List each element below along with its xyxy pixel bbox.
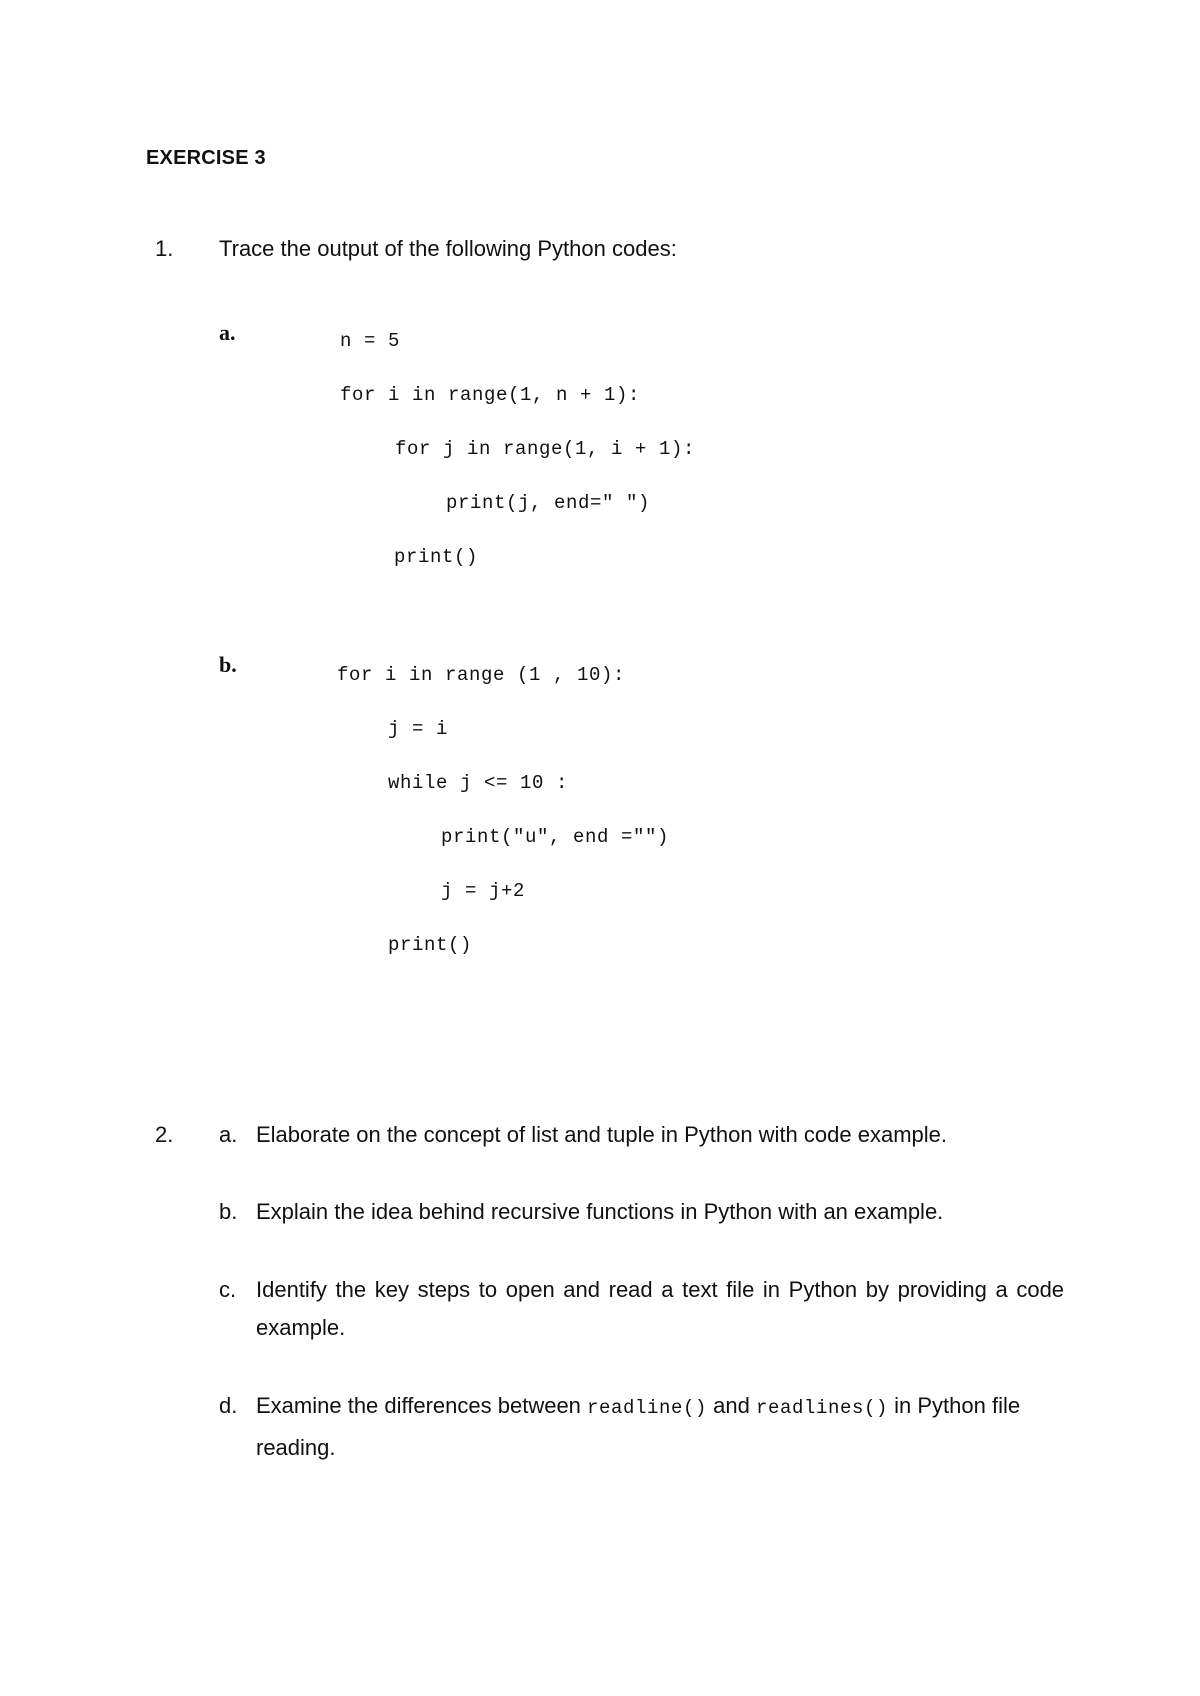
part-a-label: a. [219,320,236,345]
inline-code-readlines: readlines() [756,1397,889,1419]
question-2a-text: Elaborate on the concept of list and tuple in Python with code example. [256,1122,947,1147]
question-2d-label: d. [219,1393,238,1418]
question-2-number: 2. [155,1122,174,1147]
code-line: j = i [388,718,449,740]
question-2c-text-line1: Identify the key steps to open and read a text file in Python by providing a code [256,1277,1065,1302]
question-2c-text-line2: example. [256,1315,346,1340]
code-line: for i in range (1 , 10): [337,664,626,686]
question-2d-text-mid: and [707,1393,756,1418]
part-b-label: b. [219,652,237,677]
question-2b-label: b. [219,1199,238,1224]
question-2a-label: a. [219,1122,238,1147]
question-2c-label: c. [219,1277,237,1302]
code-line: for j in range(1, i + 1): [395,438,696,460]
code-line: n = 5 [340,330,401,352]
question-2b-text: Explain the idea behind recursive functions in Python with an example. [256,1199,944,1224]
question-2d-text-pre: Examine the differences between [256,1393,588,1418]
question-2d-text-post: in Python file [888,1393,1021,1418]
code-line: j = j+2 [441,880,526,902]
code-line: print(j, end=" ") [446,492,651,514]
question-1-number: 1. [155,236,174,261]
code-line: print() [394,546,479,568]
code-line: print("u", end ="") [441,826,670,848]
inline-code-readline: readline() [587,1397,708,1419]
question-1-prompt: Trace the output of the following Python codes: [219,236,677,261]
question-2d-text-line2: reading. [256,1435,336,1460]
exercise-title: EXERCISE 3 [146,147,266,169]
question-2d-text-line1 [256,1393,1020,1419]
code-line: for i in range(1, n + 1): [340,384,641,406]
code-line: while j <= 10 : [388,772,569,794]
code-line: print() [388,934,473,956]
